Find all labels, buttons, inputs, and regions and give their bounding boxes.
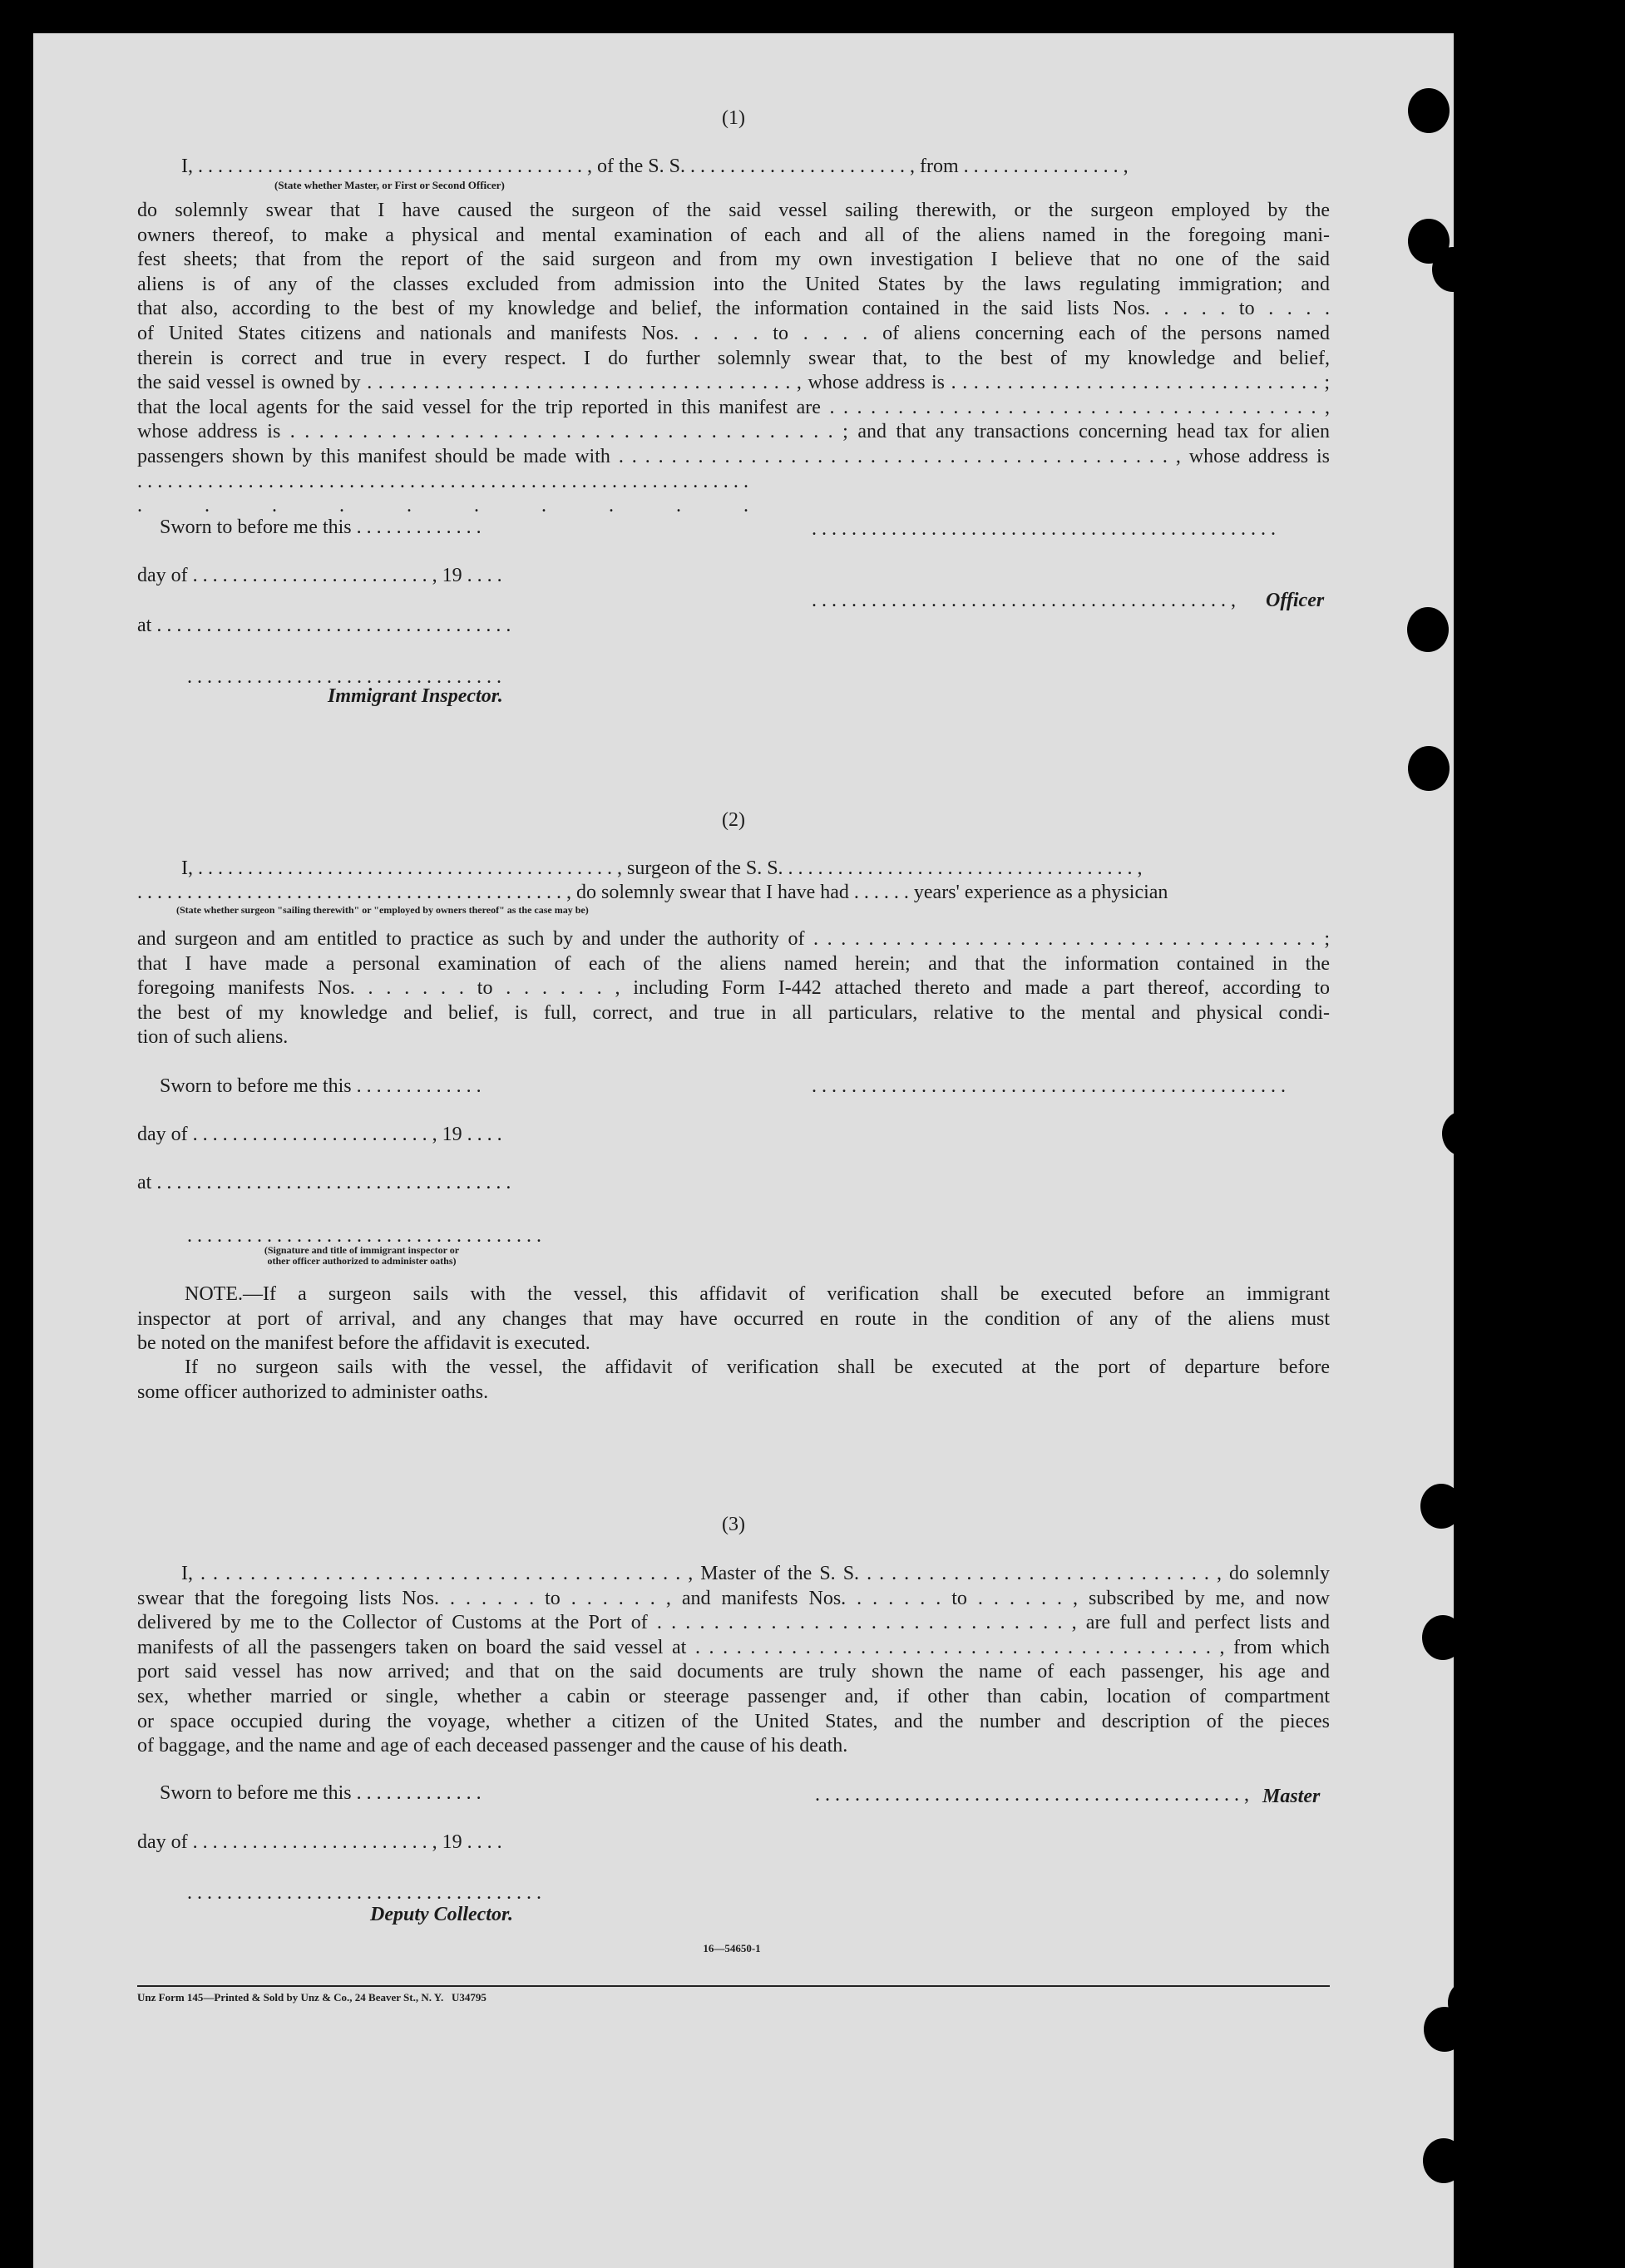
text-line: of United States citizens and nationals and manifests Nos. . . . . to . . . . of aliens concerning each of the persons named (137, 322, 1330, 344)
text-line: therein is correct and true in every respect. I do further solemnly swear that, to the best of my knowledge and belief, (137, 347, 1330, 369)
footer-divider (137, 1985, 1330, 1987)
punch-hole (1422, 1615, 1464, 1660)
text-line: passengers shown by this manifest should be made with . . . . . . . . . . . . . . . . . . . . . . . . . . . . . . . . . . . . . . . . . . , whose address is (137, 445, 1330, 467)
text-line: fest sheets; that from the report of the said surgeon and from my own investigation I believe that no one of the said (137, 249, 1330, 271)
punch-hole (1442, 1111, 1484, 1156)
punch-hole (1408, 88, 1450, 133)
officer-title-line: . . . . . . . . . . . . . . . . . . . . . . . . . . . . . . . . . . . . . . . . . . , (812, 590, 1236, 611)
blank-line: I, . . . . . . . . . . . . . . . . . . . . . . . . . . . . . . . . . . . . . . . , of the S. S. . . . . . . . . . . . . . . . . . . . . . . , from . . . . . . . . . . . . . . . . , (181, 156, 1129, 177)
signature-line: . . . . . . . . . . . . . . . . . . . . . . . . . . . . . . . . . . . . (187, 1882, 541, 1904)
note-line: NOTE.—If a surgeon sails with the vessel, this affidavit of verification shall be executed before an immigrant (185, 1283, 1330, 1305)
text-line: swear that the foregoing lists Nos. . . . . . . to . . . . . . , and manifests Nos. . . . . . . to . . . . . . , subscribed by me, and now (137, 1587, 1330, 1609)
text-line: owners thereof, to make a physical and mental examination of each and all of the aliens named in the foregoing mani- (137, 224, 1330, 246)
section3-affidavit (137, 1562, 1330, 1759)
note-line: be noted on the manifest before the affidavit is executed. (137, 1332, 590, 1355)
officer-signature-line: . . . . . . . . . . . . . . . . . . . . . . . . . . . . . . . . . . . . . . . . . . . . . . . . (812, 1075, 1286, 1097)
printer-footer: Unz Form 145—Printed & Sold by Unz & Co., 24 Beaver St., N. Y. U34795 (137, 1991, 487, 2004)
text-line: aliens is of any of the classes excluded from admission into the United States by the laws regulating immigration; and (137, 273, 1330, 295)
at-line: at . . . . . . . . . . . . . . . . . . . . . . . . . . . . . . . . . . . . (137, 1172, 511, 1193)
section1-affidavit (137, 199, 1330, 519)
text-line: foregoing manifests Nos. . . . . . . to . . . . . . , including Form I-442 attached thereto and made a part thereof, according to (137, 977, 1330, 1000)
signature-title: Immigrant Inspector. (328, 685, 503, 707)
text-line: sex, whether married or single, whether a cabin or steerage passenger and, if other than cabin, location of compartment (137, 1685, 1330, 1707)
text-line: tion of such aliens. (137, 1026, 289, 1049)
text-line: that the local agents for the said vessel for the trip reported in this manifest are . . . . . . . . . . . . . . . . . . . . . . . . . . . . . . . . . . . . , (137, 396, 1330, 418)
text-line: that I have made a personal examination of each of the aliens named herein; and that the information contained in the (137, 952, 1330, 975)
punch-hole (1407, 607, 1449, 652)
note-line: If no surgeon sails with the vessel, the affidavit of verification shall be executed at the port of departure before (185, 1356, 1330, 1378)
punch-hole (1432, 247, 1474, 292)
signature-caption: (Signature and title of immigrant inspector or other officer authorized to administer oaths) (264, 1244, 460, 1267)
punch-hole (1424, 2007, 1465, 2052)
text-line: of baggage, and the name and age of each deceased passenger and the cause of his death. (137, 1735, 848, 1757)
punch-hole (1420, 1484, 1462, 1529)
form-code: 16—54650-1 (703, 1942, 761, 1954)
note-line: inspector at port of arrival, and any changes that may have occurred en route in the condition of any of the aliens must (137, 1307, 1330, 1330)
text-line: or space occupied during the voyage, whether a citizen of the United States, and the number and description of the pieces (137, 1710, 1330, 1732)
section2-opening (181, 857, 1330, 882)
section1-opening-line (181, 155, 1330, 180)
text-line: do solemnly swear that I have caused the surgeon of the said vessel sailing therewith, or the surgeon employed by the (137, 200, 1330, 221)
section2-affidavit (137, 927, 1330, 1050)
at-line: at . . . . . . . . . . . . . . . . . . . . . . . . . . . . . . . . . . . . (137, 615, 511, 636)
section2-opening-2 (137, 881, 1330, 906)
text-line: the best of my knowledge and belief, is full, correct, and true in all particulars, relative to the mental and physical condi- (137, 1001, 1330, 1024)
section-number: (2) (722, 809, 745, 831)
text-line: whose address is . . . . . . . . . . . . . . . . . . . . . . . . . . . . . . . . . . . . . . ; and that any transactions concerning head tax for alien (137, 421, 1330, 443)
section-number: (1) (722, 107, 745, 129)
text-line: . . . . . . . . . . . . . . . . . . . . . . . . . . . . . . . . . . . . . . . . . . . . . . . . . . . . . . . . . . . . . . . . . . . . . . . (137, 470, 748, 517)
officer-signature-line: . . . . . . . . . . . . . . . . . . . . . . . . . . . . . . . . . . . . . . . . . . . . . . . (812, 518, 1276, 540)
text-line: and surgeon and am entitled to practice as such by and under the authority of . . . . . . . . . . . . . . . . . . . . . . . . . . . . . . . . . . . . . ; (137, 928, 1330, 950)
field-note: (State whether surgeon "sailing therewith" or "employed by owners thereof" as the case may be) (176, 904, 589, 916)
day-line: day of . . . . . . . . . . . . . . . . . . . . . . . . , 19 . . . . (137, 1831, 502, 1853)
punch-hole (1408, 746, 1450, 791)
text-line: that also, according to the best of my knowledge and belief, the information contained in the said lists Nos. . . . . to . . . . (137, 298, 1330, 320)
officer-title: Officer (1266, 590, 1325, 611)
text-line: I, . . . . . . . . . . . . . . . . . . . . . . . . . . . . . . . . . . . . . . . , Master of the S. S. . . . . . . . . . . . . . . . . . . . . . . . . . . . . , do solemnly (181, 1563, 1330, 1584)
signature-line: . . . . . . . . . . . . . . . . . . . . . . . . . . . . . . . . (187, 666, 501, 688)
text-line: port said vessel has now arrived; and that on the said documents are truly shown the name of each passenger, his age and (137, 1661, 1330, 1683)
sworn-line: Sworn to before me this . . . . . . . . . . . . . (160, 516, 482, 538)
blank-line: . . . . . . . . . . . . . . . . . . . . . . . . . . . . . . . . . . . . . . . . . . . , do solemnly swear that I have had . . . . . . years' experience as a physician (137, 882, 1168, 903)
note-line: some officer authorized to administer oaths. (137, 1381, 489, 1403)
section2-note-2 (137, 1356, 1330, 1405)
text-line: the said vessel is owned by . . . . . . . . . . . . . . . . . . . . . . . . . . . . . . . . . . . . . . , whose address is . . . . . . . . . . . . . . . . . . . . . . . . . . . . . . . . . ; (137, 372, 1330, 394)
section2-note (137, 1282, 1330, 1356)
master-signature-line: . . . . . . . . . . . . . . . . . . . . . . . . . . . . . . . . . . . . . . . . . . . , (815, 1784, 1249, 1806)
signature-title: Deputy Collector. (370, 1904, 513, 1925)
sworn-line: Sworn to before me this . . . . . . . . . . . . . (160, 1782, 482, 1804)
section-number: (3) (722, 1514, 745, 1535)
day-line: day of . . . . . . . . . . . . . . . . . . . . . . . . , 19 . . . . (137, 1124, 502, 1145)
blank-line: I, . . . . . . . . . . . . . . . . . . . . . . . . . . . . . . . . . . . . . . . . . . , surgeon of the S. S. . . . . . . . . . . . . . . . . . . . . . . . . . . . . . . . . . . . , (181, 857, 1143, 879)
text-line: manifests of all the passengers taken on board the said vessel at . . . . . . . . . . . . . . . . . . . . . . . . . . . . . . . . . . . . . . , from which (137, 1636, 1330, 1658)
text-line: delivered by me to the Collector of Customs at the Port of . . . . . . . . . . . . . . . . . . . . . . . . . . . . . , are full and perfect lists and (137, 1612, 1330, 1634)
field-note: (State whether Master, or First or Second Officer) (274, 179, 505, 191)
master-title: Master (1262, 1786, 1321, 1807)
signature-line: . . . . . . . . . . . . . . . . . . . . . . . . . . . . . . . . . . . . (187, 1225, 541, 1247)
sworn-line: Sworn to before me this . . . . . . . . . . . . . (160, 1075, 482, 1097)
day-line: day of . . . . . . . . . . . . . . . . . . . . . . . . , 19 . . . . (137, 565, 502, 586)
punch-hole (1423, 2138, 1464, 2183)
